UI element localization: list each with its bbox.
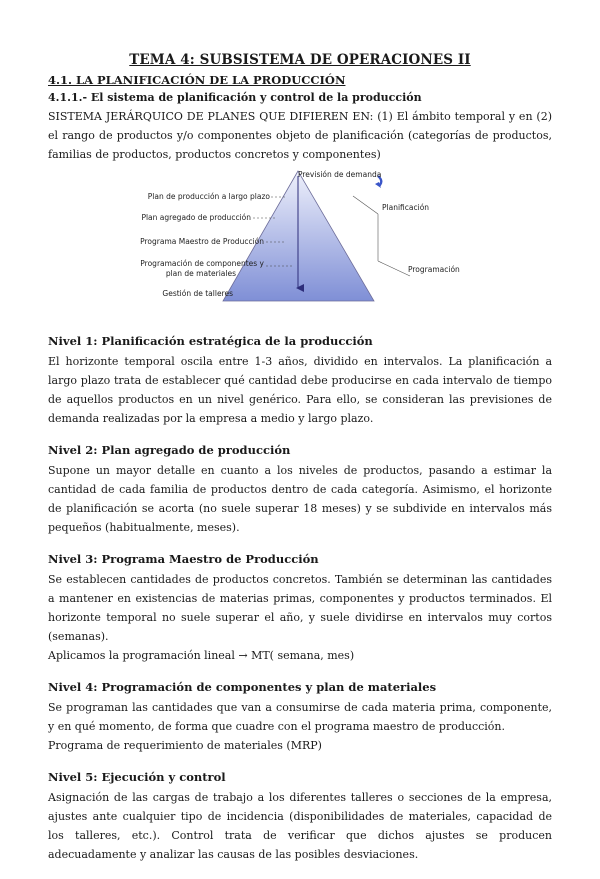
section-heading: 4.1. LA PLANIFICACIÓN DE LA PRODUCCIÓN [48, 73, 346, 87]
level-4-note: Programa de requerimiento de materiales (MRP) [48, 739, 322, 752]
level-3-note: Aplicamos la programación lineal → MT( semana, mes) [48, 649, 355, 662]
diagram-top-label: Previsión de demanda [298, 170, 382, 179]
level-2-heading: Nivel 2: Plan agregado de producción [48, 443, 291, 457]
level-4-block [48, 680, 552, 755]
subsection-heading: 4.1.1.- El sistema de planificación y control de la producción [48, 91, 422, 104]
level-1-heading: Nivel 1: Planificación estratégica de la producción [48, 334, 373, 348]
level-4-heading: Nivel 4: Programación de componentes y plan de materiales [48, 680, 437, 694]
diagram-level-4a: Programación de componentes y [140, 259, 264, 268]
level-5-heading: Nivel 5: Ejecución y control [48, 770, 226, 784]
diagram-level-3: Programa Maestro de Producción [140, 237, 264, 246]
level-1-block [48, 334, 552, 428]
bracket-line-top [353, 196, 378, 214]
diagram-right-programacion: Programación [408, 265, 460, 274]
diagram-level-1: Plan de producción a largo plazo [147, 192, 270, 201]
level-5-paragraph: Asignación de las cargas de trabajo a los diferentes talleres o secciones de la empresa, ajustes ante cualquier tipo de incidencia (disponibilidades de materiales, capacidad de los talleres, etc.). Control trata de verificar que dichos ajustes se producen adecuadamente y analizar las causas de las posibles desviaciones. [48, 791, 552, 861]
diagram-level-5: Gestión de talleres [162, 289, 233, 298]
diagram-right-planificacion: Planificación [382, 203, 430, 212]
level-2-block [48, 443, 552, 537]
intro-paragraph: SISTEMA JERÁRQUICO DE PLANES QUE DIFIEREN EN: (1) El ámbito temporal y en (2) el rango de productos y/o componentes objeto de planificación (categorías de productos, familias de productos, productos concretos y componentes) [48, 110, 552, 161]
bracket-line-bottom [378, 261, 410, 276]
diagram-level-2: Plan agregado de producción [141, 213, 251, 222]
planning-pyramid-diagram [48, 166, 552, 324]
level-3-block [48, 552, 552, 665]
diagram-level-4b: plan de materiales [165, 269, 236, 278]
page-title: TEMA 4: SUBSISTEMA DE OPERACIONES II [129, 52, 471, 68]
level-3-heading: Nivel 3: Programa Maestro de Producción [48, 552, 319, 566]
level-5-block [48, 770, 552, 864]
level-1-paragraph: El horizonte temporal oscila entre 1-3 años, dividido en intervalos. La planificación a largo plazo trata de establecer qué cantidad debe producirse en cada intervalo de tiempo de aquellos productos en un nivel genérico. Para ello, se consideran las previsiones de demanda realizadas por la empresa a medio y largo plazo. [48, 355, 552, 425]
level-4-paragraph: Se programan las cantidades que van a consumirse de cada materia prima, componente, y en qué momento, de forma que cuadre con el programa maestro de producción. [48, 701, 552, 733]
level-2-paragraph: Supone un mayor detalle en cuanto a los niveles de productos, pasando a estimar la cantidad de cada familia de productos dentro de cada categoría. Asimismo, el horizonte de planificación se acorta (no suele superar 18 meses) y se subdivide en intervalos más pequeños (habitualmente, meses). [48, 464, 552, 534]
document-page [48, 52, 552, 879]
level-3-paragraph: Se establecen cantidades de productos concretos. También se determinan las cantidades a mantener en existencias de materias primas, componentes y productos terminados. El horizonte temporal no suele superar el año, y suele dividirse en intervalos muy cortos (semanas). [48, 573, 552, 643]
pyramid-svg [48, 166, 552, 324]
